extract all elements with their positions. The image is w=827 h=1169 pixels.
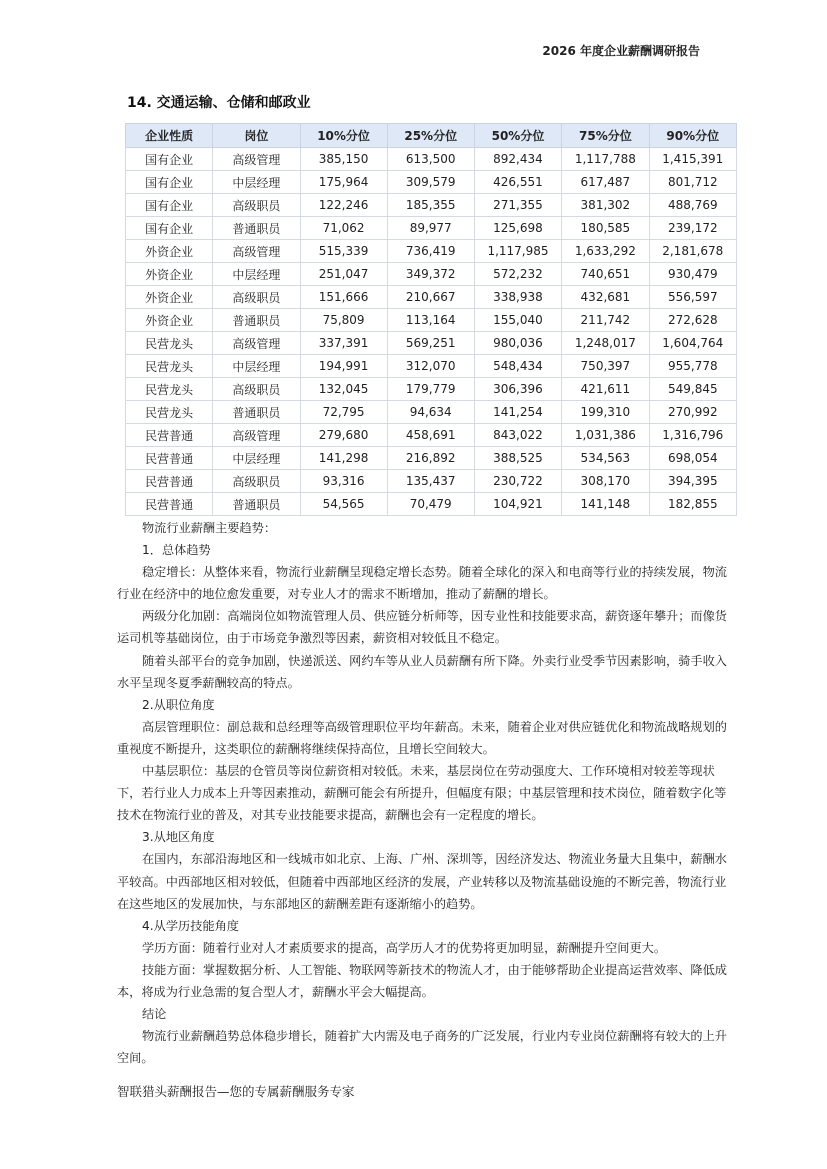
paragraph: 1．总体趋势 [142, 543, 211, 558]
table-cell: 801,712 [649, 171, 736, 194]
column-header: 岗位 [213, 124, 300, 148]
table-cell: 民营普通 [126, 424, 213, 447]
table-cell: 230,722 [474, 470, 561, 493]
paragraph: 中基层职位：基层的仓管员等岗位薪资相对较低。未来，基层岗位在劳动强度大、工作环境相对较差等现状下，若行业人力成本上升等因素推动，薪酬可能会有所提升，但幅度有限；中基层管理和技术岗位，随着数字化等技术在物流行业的普及，对其专业技能要求提高，薪酬也会有一定程度的增长。 [117, 764, 727, 823]
table-cell: 75,809 [300, 309, 387, 332]
table-row [126, 286, 737, 309]
table-cell: 613,500 [387, 148, 474, 171]
paragraph: 高层管理职位：副总裁和总经理等高级管理职位平均年薪高。未来，随着企业对供应链优化和物流战略规划的重视度不断提升，这类职位的薪酬将继续保持高位，且增长空间较大。 [117, 719, 727, 756]
table-cell: 210,667 [387, 286, 474, 309]
table-cell: 1,248,017 [562, 332, 649, 355]
paragraph: 稳定增长：从整体来看，物流行业薪酬呈现稳定增长态势。随着全球化的深入和电商等行业的持续发展，物流行业在经济中的地位愈发重要，对专业人才的需求不断增加，推动了薪酬的增长。 [117, 565, 727, 602]
table-cell: 488,769 [649, 194, 736, 217]
table-cell: 617,487 [562, 171, 649, 194]
table-cell: 民营龙头 [126, 378, 213, 401]
table-header-row [126, 124, 737, 148]
table-cell: 337,391 [300, 332, 387, 355]
table-row [126, 217, 737, 240]
table-cell: 高级职员 [213, 470, 300, 493]
column-header: 企业性质 [126, 124, 213, 148]
paragraph: 3.从地区角度 [142, 830, 215, 845]
table-cell: 421,611 [562, 378, 649, 401]
table-cell: 349,372 [387, 263, 474, 286]
table-cell: 569,251 [387, 332, 474, 355]
table-cell: 132,045 [300, 378, 387, 401]
table-cell: 2,181,678 [649, 240, 736, 263]
table-cell: 279,680 [300, 424, 387, 447]
table-cell: 外资企业 [126, 263, 213, 286]
table-row [126, 355, 737, 378]
table-cell: 698,054 [649, 447, 736, 470]
table-cell: 151,666 [300, 286, 387, 309]
table-cell: 750,397 [562, 355, 649, 378]
table-cell: 民营普通 [126, 447, 213, 470]
table-cell: 70,479 [387, 493, 474, 516]
table-cell: 892,434 [474, 148, 561, 171]
table-cell: 71,062 [300, 217, 387, 240]
paragraph: 两级分化加剧：高端岗位如物流管理人员、供应链分析师等，因专业性和技能要求高，薪资逐年攀升；而像货运司机等基础岗位，由于市场竞争激烈等因素，薪资相对较低且不稳定。 [117, 609, 727, 646]
table-row [126, 378, 737, 401]
table-cell: 388,525 [474, 447, 561, 470]
table-cell: 民营龙头 [126, 355, 213, 378]
table-cell: 高级职员 [213, 378, 300, 401]
table-cell: 1,633,292 [562, 240, 649, 263]
paragraph: 2.从职位角度 [142, 697, 215, 712]
table-cell: 普通职员 [213, 309, 300, 332]
table-cell: 458,691 [387, 424, 474, 447]
table-cell: 930,479 [649, 263, 736, 286]
table-cell: 高级管理 [213, 148, 300, 171]
table-row [126, 424, 737, 447]
table-cell: 141,254 [474, 401, 561, 424]
table-cell: 125,698 [474, 217, 561, 240]
table-cell: 385,150 [300, 148, 387, 171]
table-cell: 135,437 [387, 470, 474, 493]
table-cell: 534,563 [562, 447, 649, 470]
table-cell: 271,355 [474, 194, 561, 217]
table-cell: 中层经理 [213, 171, 300, 194]
table-cell: 432,681 [562, 286, 649, 309]
table-cell: 中层经理 [213, 355, 300, 378]
table-cell: 89,977 [387, 217, 474, 240]
table-cell: 中层经理 [213, 263, 300, 286]
table-cell: 182,855 [649, 493, 736, 516]
table-cell: 中层经理 [213, 447, 300, 470]
table-cell: 民营普通 [126, 493, 213, 516]
table-cell: 高级管理 [213, 240, 300, 263]
table-cell: 国有企业 [126, 194, 213, 217]
table-cell: 211,742 [562, 309, 649, 332]
table-cell: 104,921 [474, 493, 561, 516]
table-row [126, 309, 737, 332]
table-cell: 民营普通 [126, 470, 213, 493]
table-cell: 185,355 [387, 194, 474, 217]
table-cell: 426,551 [474, 171, 561, 194]
table-cell: 高级管理 [213, 424, 300, 447]
table-cell: 113,164 [387, 309, 474, 332]
table-cell: 国有企业 [126, 217, 213, 240]
table-cell: 1,415,391 [649, 148, 736, 171]
table-cell: 高级职员 [213, 286, 300, 309]
table-cell: 1,031,386 [562, 424, 649, 447]
table-cell: 549,845 [649, 378, 736, 401]
report-header-title: 2026 年度企业薪酬调研报告 [542, 44, 700, 58]
paragraph: 结论 [142, 1007, 167, 1022]
table-cell: 980,036 [474, 332, 561, 355]
paragraph: 随着头部平台的竞争加剧，快递派送、网约车等从业人员薪酬有所下降。外卖行业受季节因素影响，骑手收入水平呈现冬夏季薪酬较高的特点。 [117, 653, 727, 690]
paragraph: 学历方面：随着行业对人才素质要求的提高，高学历人才的优势将更加明显，薪酬提升空间更大。 [142, 940, 667, 955]
table-row [126, 148, 737, 171]
column-header: 10%分位 [300, 124, 387, 148]
table-cell: 843,022 [474, 424, 561, 447]
table-cell: 515,339 [300, 240, 387, 263]
table-row [126, 240, 737, 263]
table-cell: 955,778 [649, 355, 736, 378]
column-header: 50%分位 [474, 124, 561, 148]
table-cell: 175,964 [300, 171, 387, 194]
paragraph: 物流行业薪酬趋势总体稳步增长，随着扩大内需及电子商务的广泛发展，行业内专业岗位薪酬将有较大的上升空间。 [117, 1029, 727, 1066]
table-cell: 338,938 [474, 286, 561, 309]
footer-slogan: 智联猎头薪酬报告—您的专属薪酬服务专家 [117, 1084, 355, 1099]
table-cell: 普通职员 [213, 401, 300, 424]
table-cell: 普通职员 [213, 493, 300, 516]
table-row [126, 171, 737, 194]
table-cell: 548,434 [474, 355, 561, 378]
table-cell: 740,651 [562, 263, 649, 286]
paragraph: 物流行业薪酬主要趋势： [142, 521, 277, 535]
table-cell: 179,779 [387, 378, 474, 401]
table-row [126, 194, 737, 217]
paragraph: 技能方面：掌握数据分析、人工智能、物联网等新技术的物流人才，由于能够帮助企业提高运营效率、降低成本，将成为行业急需的复合型人才，薪酬水平会大幅提高。 [117, 962, 727, 999]
paragraph: 在国内，东部沿海地区和一线城市如北京、上海、广州、深圳等，因经济发达、物流业务量大且集中，薪酬水平较高。中西部地区相对较低，但随着中西部地区经济的发展，产业转移以及物流基础设施的不断完善，物流行业在这些地区的发展加快，与东部地区的薪酬差距有逐渐缩小的趋势。 [117, 852, 727, 911]
table-body [126, 148, 737, 516]
table-cell: 国有企业 [126, 148, 213, 171]
table-cell: 194,991 [300, 355, 387, 378]
table-cell: 94,634 [387, 401, 474, 424]
table-cell: 309,579 [387, 171, 474, 194]
column-header: 25%分位 [387, 124, 474, 148]
table-cell: 高级职员 [213, 194, 300, 217]
table-cell: 54,565 [300, 493, 387, 516]
table-row [126, 447, 737, 470]
table-cell: 381,302 [562, 194, 649, 217]
table-cell: 239,172 [649, 217, 736, 240]
salary-table [125, 123, 737, 516]
table-cell: 72,795 [300, 401, 387, 424]
table-row [126, 493, 737, 516]
table-cell: 141,298 [300, 447, 387, 470]
trend-analysis-text [117, 517, 733, 1069]
table-cell: 251,047 [300, 263, 387, 286]
table-row [126, 263, 737, 286]
table-row [126, 401, 737, 424]
table-cell: 394,395 [649, 470, 736, 493]
table-cell: 普通职员 [213, 217, 300, 240]
table-cell: 外资企业 [126, 240, 213, 263]
table-cell: 199,310 [562, 401, 649, 424]
column-header: 90%分位 [649, 124, 736, 148]
table-cell: 1,604,764 [649, 332, 736, 355]
table-cell: 93,316 [300, 470, 387, 493]
table-row [126, 470, 737, 493]
table-cell: 556,597 [649, 286, 736, 309]
table-cell: 306,396 [474, 378, 561, 401]
table-cell: 民营龙头 [126, 332, 213, 355]
table-cell: 155,040 [474, 309, 561, 332]
table-cell: 国有企业 [126, 171, 213, 194]
table-cell: 1,117,788 [562, 148, 649, 171]
table-cell: 270,992 [649, 401, 736, 424]
table-cell: 312,070 [387, 355, 474, 378]
column-header: 75%分位 [562, 124, 649, 148]
table-cell: 民营龙头 [126, 401, 213, 424]
table-cell: 308,170 [562, 470, 649, 493]
table-cell: 外资企业 [126, 286, 213, 309]
table-cell: 122,246 [300, 194, 387, 217]
section-title: 14. 交通运输、仓储和邮政业 [127, 95, 311, 111]
table-cell: 1,117,985 [474, 240, 561, 263]
table-cell: 141,148 [562, 493, 649, 516]
paragraph: 4.从学历技能角度 [142, 918, 239, 933]
table-cell: 216,892 [387, 447, 474, 470]
table-row [126, 332, 737, 355]
table-cell: 180,585 [562, 217, 649, 240]
table-cell: 外资企业 [126, 309, 213, 332]
table-cell: 572,232 [474, 263, 561, 286]
table-cell: 272,628 [649, 309, 736, 332]
table-cell: 736,419 [387, 240, 474, 263]
table-cell: 1,316,796 [649, 424, 736, 447]
table-cell: 高级管理 [213, 332, 300, 355]
